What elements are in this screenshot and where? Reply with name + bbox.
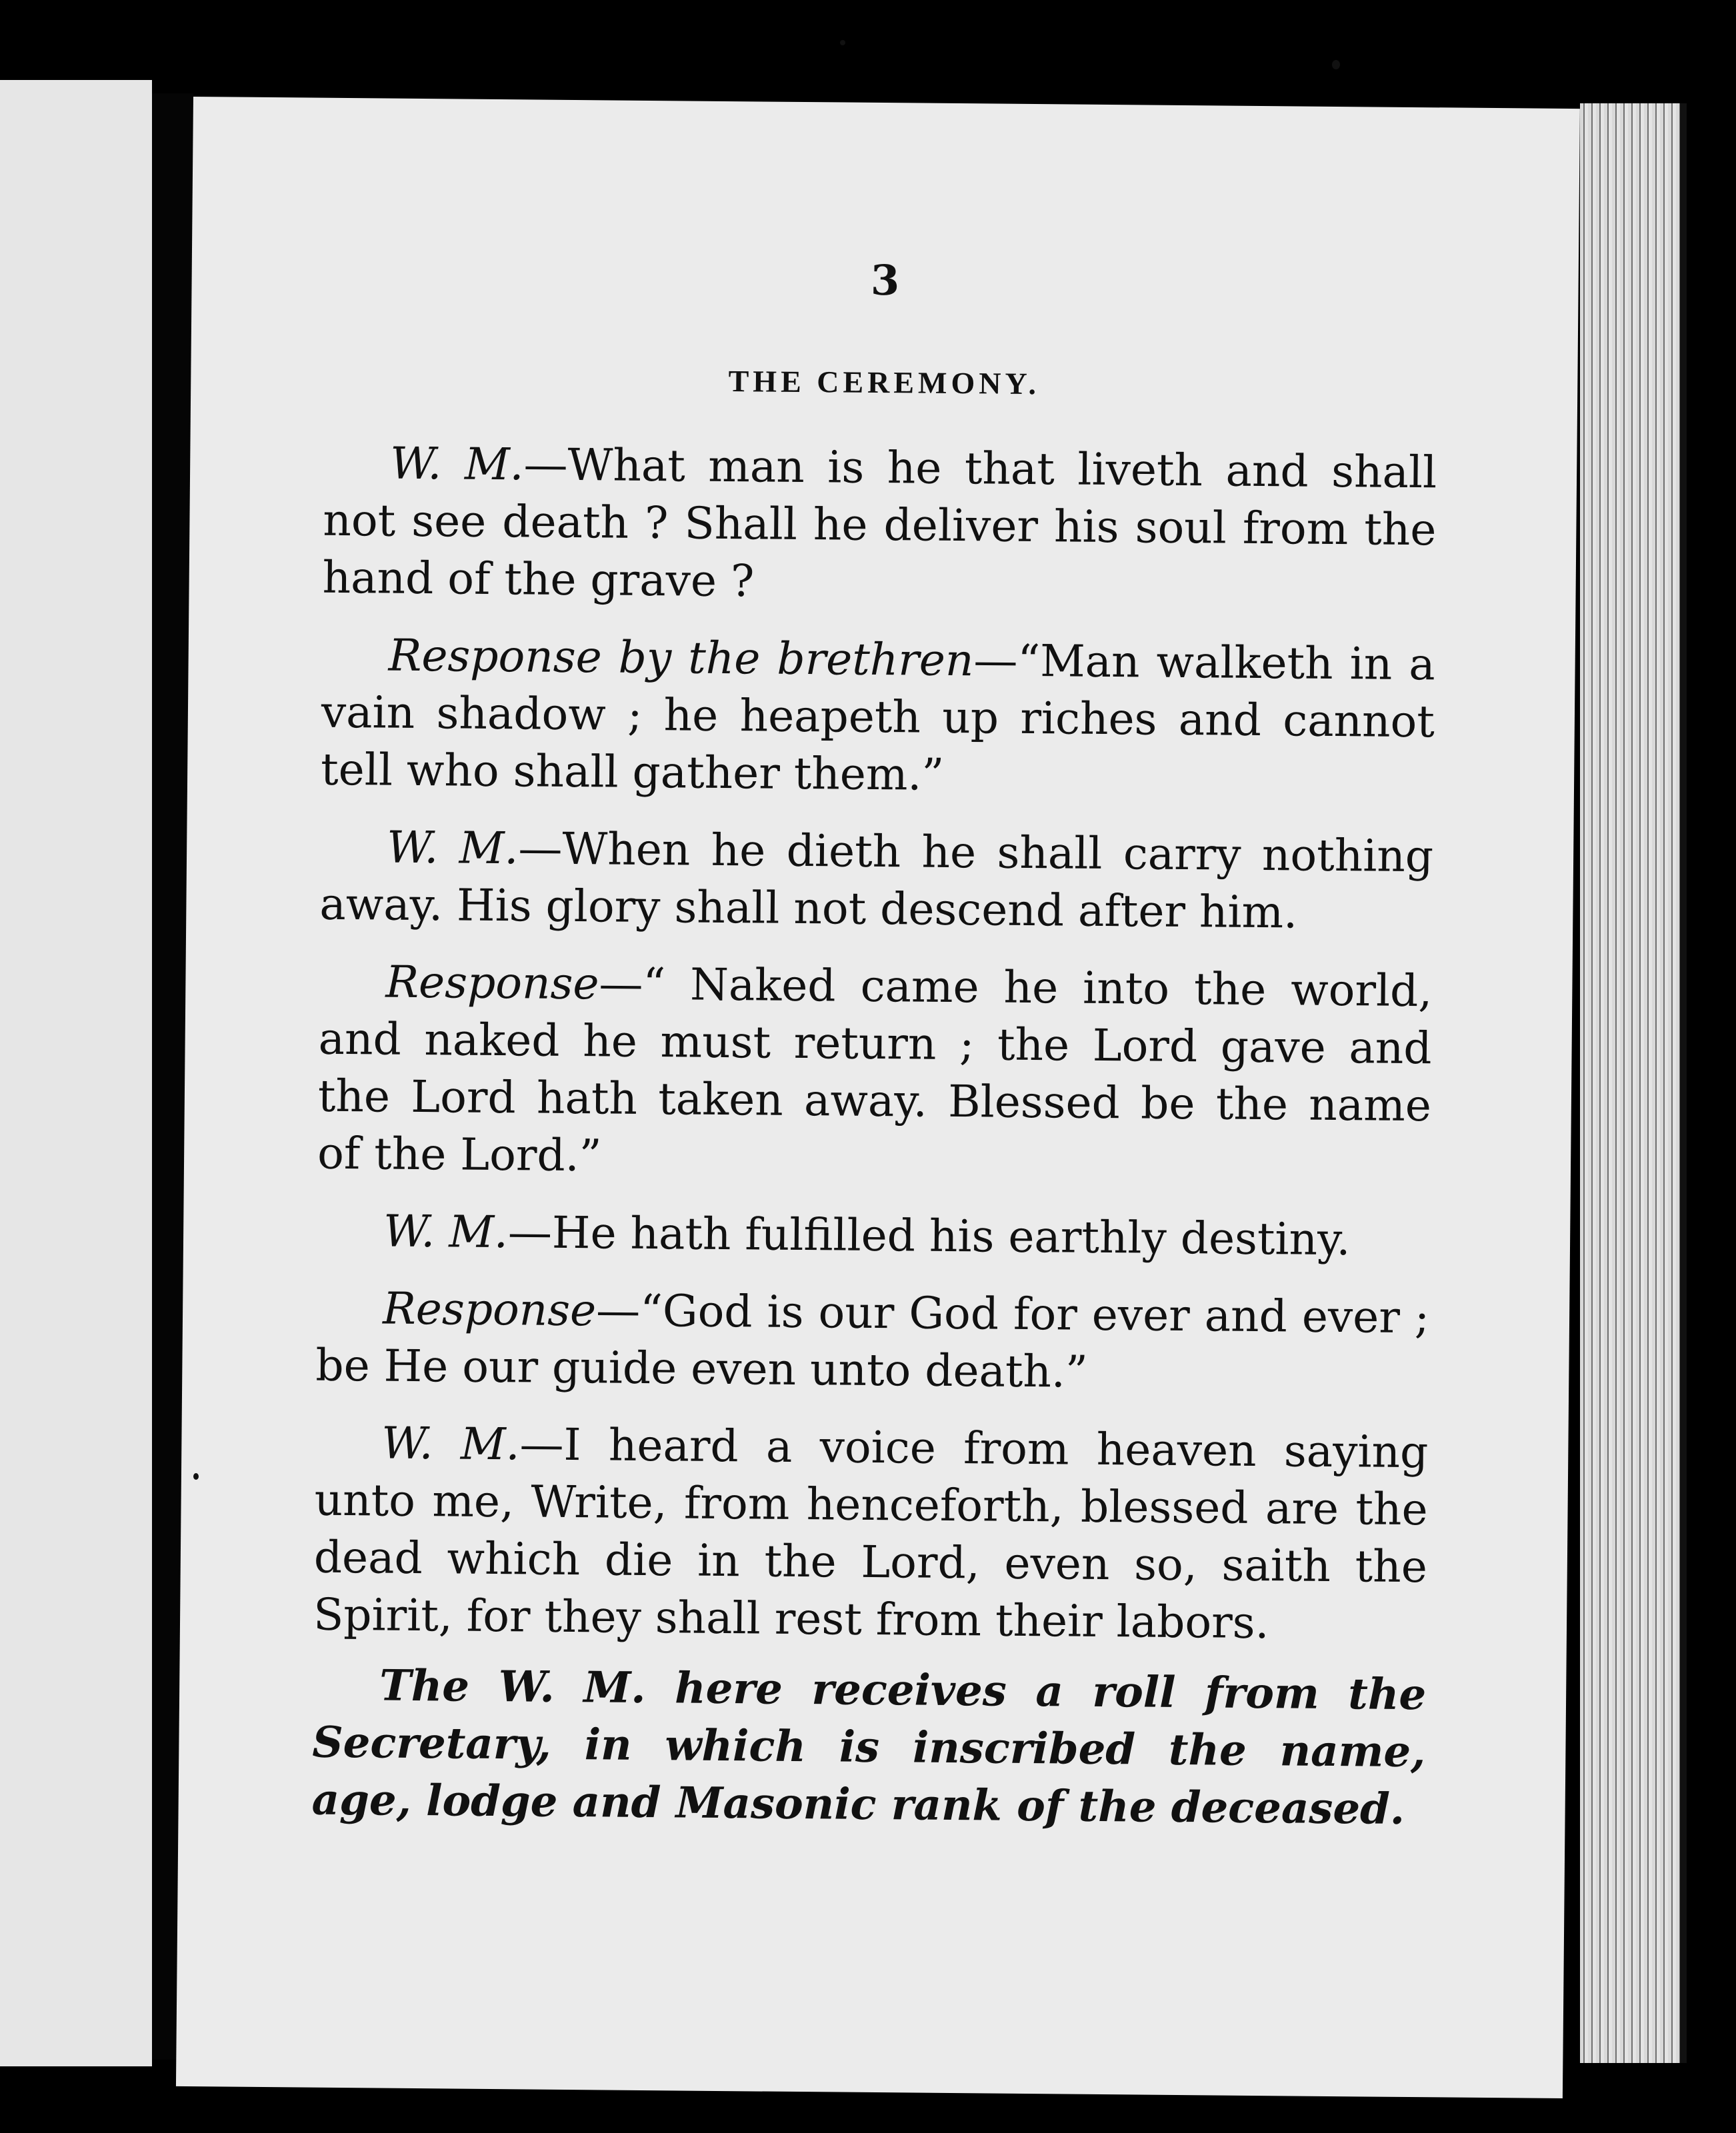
- paragraph-text: “Man walketh in a vain shadow ; he heapeth up riches and cannot tell who shall gather them.”: [320, 635, 1435, 801]
- speaker-label: W. M.: [386, 821, 519, 875]
- paragraph-text: “ Naked came he into the world, and naked he must return ; the Lord gave and the Lord hath taken away. Blessed be the name of the Lord.”: [317, 958, 1433, 1182]
- speaker-label: Response: [385, 956, 599, 1010]
- paragraph-7: [313, 1414, 1429, 1654]
- scan-speck: [840, 40, 845, 45]
- speaker-dash: —: [507, 1206, 553, 1258]
- page-number: 3: [870, 255, 900, 305]
- paragraph-text: “God is our God for ever and ever ; be He our guide even unto death.”: [315, 1284, 1430, 1398]
- paragraph-3: [319, 819, 1433, 943]
- speaker-label: W. M.: [381, 1417, 520, 1470]
- speaker-dash: —: [518, 823, 563, 875]
- speaker-dash: —: [523, 439, 568, 491]
- speaker-label: Response: [382, 1282, 597, 1336]
- paragraph-1: [322, 435, 1437, 617]
- speaker-dash: —: [973, 635, 1018, 687]
- rubric-instruction: The W. M. here receives a roll from the Secretary, in which is inscribed the name, age, lodge and Masonic rank of the deceased.: [311, 1660, 1427, 1834]
- paragraph-text: I heard a voice from heaven saying unto me, Write, from henceforth, blessed are the dead which die in the Lord, even so, saith the Spirit, for they shall rest from their labors.: [313, 1418, 1429, 1649]
- speaker-label: Response by the brethren: [388, 629, 974, 687]
- scan-speck: [193, 1473, 199, 1480]
- facing-page-edge: [0, 80, 152, 2066]
- section-heading: THE CEREMONY.: [728, 364, 1041, 401]
- ceremony-text: [311, 435, 1437, 1858]
- speaker-label: W. M.: [389, 437, 524, 491]
- scan-speck: [1332, 60, 1340, 69]
- paragraph-text: What man is he that liveth and shall not see death ? Shall he deliver his soul from the hand of the grave ?: [322, 439, 1437, 607]
- paragraph-text: When he dieth he shall carry nothing away. His glory shall not descend after him.: [319, 823, 1434, 939]
- paragraph-2: [321, 627, 1435, 809]
- speaker-label: W. M.: [383, 1205, 509, 1258]
- paragraph-4: [317, 953, 1433, 1192]
- paragraph-6: [315, 1280, 1429, 1404]
- page-stack-edge: [1580, 103, 1687, 2063]
- speaker-dash: —: [595, 1284, 641, 1336]
- paragraph-5: [317, 1202, 1431, 1270]
- speaker-dash: —: [519, 1418, 564, 1470]
- speaker-dash: —: [599, 958, 643, 1010]
- book-page: [176, 97, 1580, 2098]
- paragraph-text: He hath fulfilled his earthly destiny.: [551, 1206, 1351, 1266]
